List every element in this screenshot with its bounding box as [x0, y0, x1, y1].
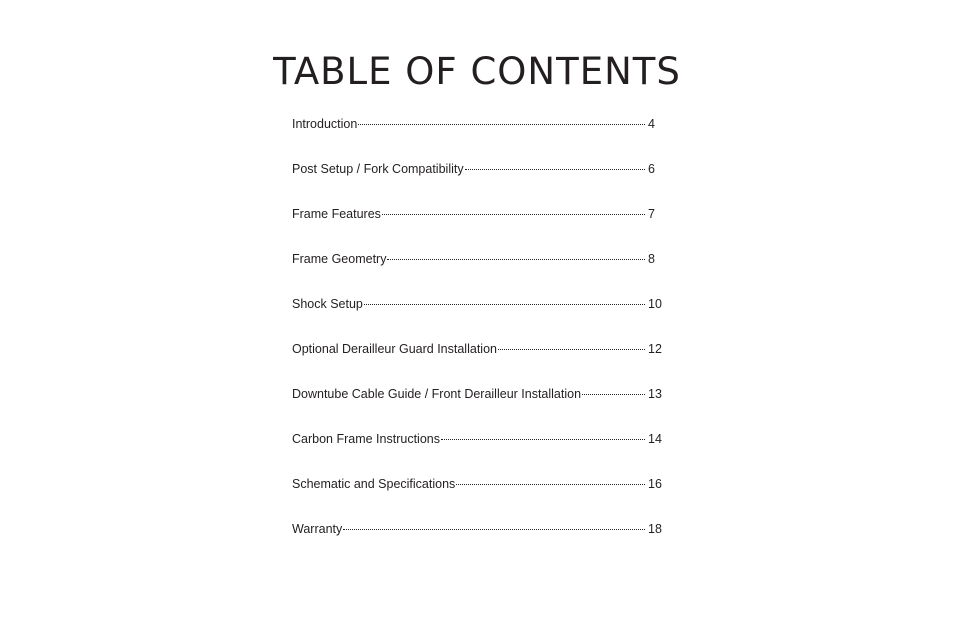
toc-entry-label: Introduction	[292, 117, 358, 131]
dot-leader	[364, 304, 645, 305]
toc-entry-shock-setup	[292, 294, 662, 339]
toc-entry-downtube-cable-guide	[292, 384, 662, 429]
toc-entry-label: Post Setup / Fork Compatibility	[292, 162, 464, 176]
toc-entry-page-number: 7	[648, 207, 655, 221]
dot-leader	[498, 349, 645, 350]
toc-entry-carbon-frame	[292, 429, 662, 474]
toc-entry-page-number: 8	[648, 252, 655, 266]
toc-entry-label: Shock Setup	[292, 297, 363, 311]
toc-entry-page-number: 13	[648, 387, 662, 401]
toc-entry-frame-geometry	[292, 249, 662, 294]
dot-leader	[456, 484, 645, 485]
toc-entry-label: Optional Derailleur Guard Installation	[292, 342, 497, 356]
toc-entry-page-number: 12	[648, 342, 662, 356]
dot-leader	[582, 394, 645, 395]
toc-entry-page-number: 16	[648, 477, 662, 491]
toc-entry-label: Warranty	[292, 522, 343, 536]
dot-leader	[387, 259, 645, 260]
toc-entry-label: Frame Features	[292, 207, 381, 221]
toc-entry-page-number: 6	[648, 162, 655, 176]
dot-leader	[358, 124, 645, 125]
toc-entry-page-number: 4	[648, 117, 655, 131]
page-title: TABLE OF CONTENTS	[273, 50, 681, 93]
toc-entry-introduction	[292, 114, 662, 159]
toc-entry-derailleur-guard	[292, 339, 662, 384]
toc-entry-schematic	[292, 474, 662, 519]
toc-entry-label: Frame Geometry	[292, 252, 387, 266]
dot-leader	[465, 169, 645, 170]
dot-leader	[441, 439, 645, 440]
toc-entry-post-setup	[292, 159, 662, 204]
toc-entry-label: Downtube Cable Guide / Front Derailleur Installation	[292, 387, 582, 401]
table-of-contents	[292, 114, 662, 564]
dot-leader	[382, 214, 645, 215]
toc-entry-page-number: 18	[648, 522, 662, 536]
toc-entry-page-number: 14	[648, 432, 662, 446]
toc-entry-label: Carbon Frame Instructions	[292, 432, 440, 446]
dot-leader	[343, 529, 645, 530]
toc-entry-label: Schematic and Specifications	[292, 477, 456, 491]
toc-entry-page-number: 10	[648, 297, 662, 311]
toc-entry-frame-features	[292, 204, 662, 249]
toc-entry-warranty	[292, 519, 662, 564]
